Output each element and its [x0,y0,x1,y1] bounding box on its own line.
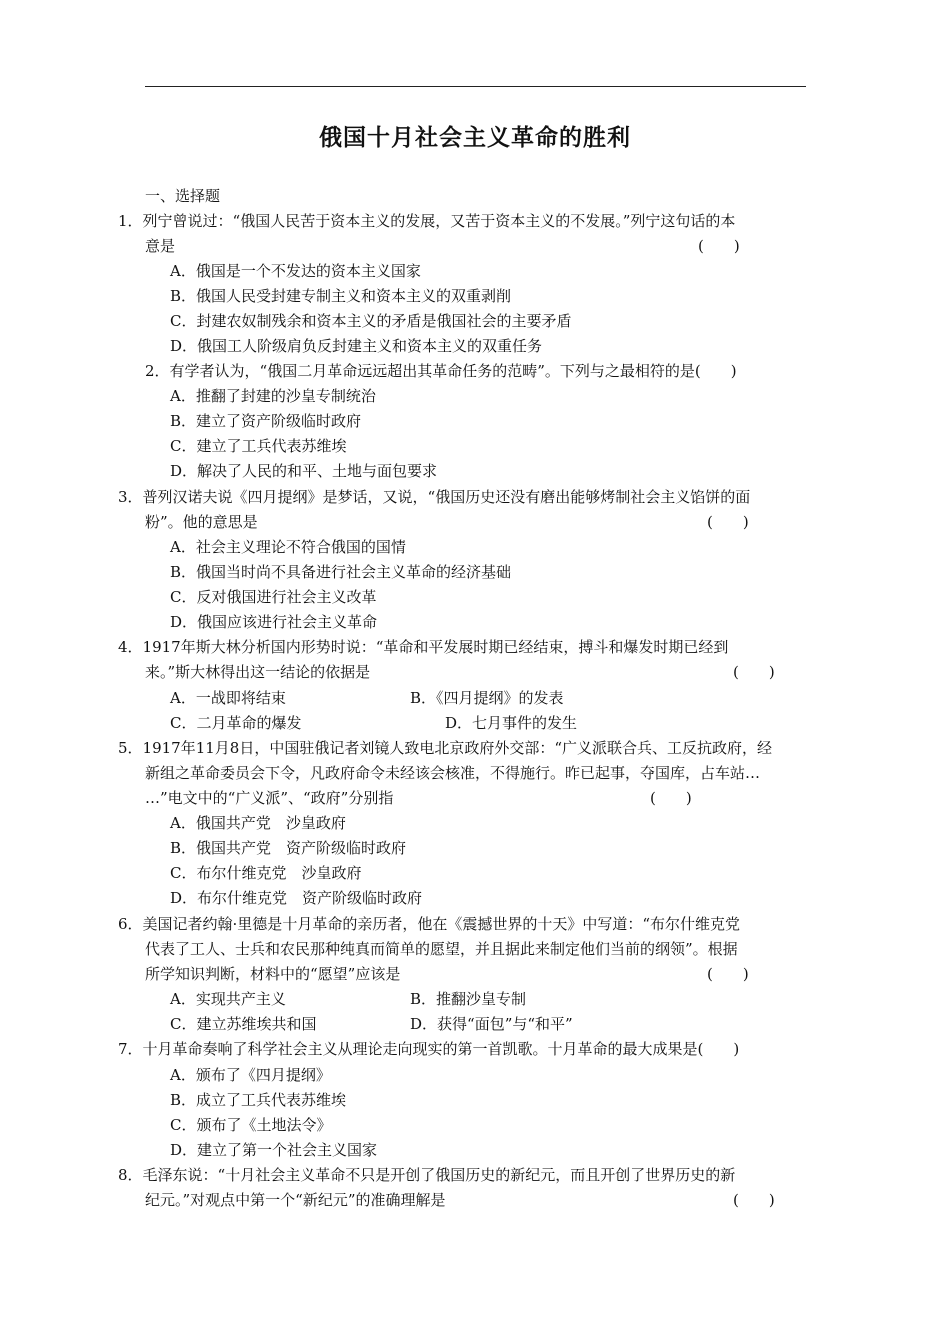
q6-option-a: A．实现共产主义 [170,990,286,1008]
question-4-line-1: 4．1917年斯大林分析国内形势时说：“革命和平发展时期已经结束，搏斗和爆发时期已经到 [118,638,729,656]
q2-option-d: D．解决了人民的和平、土地与面包要求 [170,462,438,480]
q3-option-d: D．俄国应该进行社会主义革命 [170,613,378,631]
q6-option-b: B．推翻沙皇专制 [410,990,527,1008]
answer-blank-5: ( ) [650,789,692,807]
answer-blank-4: ( ) [733,663,775,681]
q6-option-c: C．建立苏维埃共和国 [170,1015,317,1033]
question-8-line-2: 纪元。”对观点中第一个“新纪元”的准确理解是 [145,1191,446,1209]
question-3-line-2: 粉”。他的意思是 [145,513,258,531]
q4-option-a: A．一战即将结束 [170,689,286,707]
q2-option-b: B．建立了资产阶级临时政府 [170,412,362,430]
question-5-line-3: …”电文中的“广义派”、“政府”分别指 [145,789,394,807]
q1-option-a: A．俄国是一个不发达的资本主义国家 [170,262,421,280]
q4-option-c: C．二月革命的爆发 [170,714,302,732]
answer-blank-6: ( ) [707,965,749,983]
question-6-line-2: 代表了工人、士兵和农民那种纯真而简单的愿望，并且据此来制定他们当前的纲领”。根据 [145,940,738,958]
q3-option-a: A．社会主义理论不符合俄国的国情 [170,538,406,556]
q1-option-c: C．封建农奴制残余和资本主义的矛盾是俄国社会的主要矛盾 [170,312,572,330]
question-1-line-2: 意是 [145,237,176,255]
answer-blank-3: ( ) [707,513,749,531]
question-6-line-1: 6．美国记者约翰·里德是十月革命的亲历者，他在《震撼世界的十天》中写道：“布尔什维克党 [118,915,740,933]
q7-option-c: C．颁布了《土地法令》 [170,1116,332,1134]
q4-option-b: B．《四月提纲》的发表 [410,689,564,707]
q5-option-a: A．俄国共产党 沙皇政府 [170,814,346,832]
q3-option-c: C．反对俄国进行社会主义改革 [170,588,377,606]
question-6-line-3: 所学知识判断，材料中的“愿望”应该是 [145,965,401,983]
page-title: 俄国十月社会主义革命的胜利 [319,125,631,151]
section-heading: 一、选择题 [145,187,221,205]
question-8-line-1: 8．毛泽东说：“十月社会主义革命不只是开创了俄国历史的新纪元，而且开创了世界历史的新 [118,1166,736,1184]
q4-option-d: D．七月事件的发生 [445,714,578,732]
q5-option-c: C．布尔什维克党 沙皇政府 [170,864,362,882]
header-rule [145,86,806,87]
question-4-line-2: 来。”斯大林得出这一结论的依据是 [145,663,371,681]
q5-option-d: D．布尔什维克党 资产阶级临时政府 [170,889,423,907]
q7-option-b: B．成立了工兵代表苏维埃 [170,1091,347,1109]
q5-option-b: B．俄国共产党 资产阶级临时政府 [170,839,407,857]
q2-option-c: C．建立了工兵代表苏维埃 [170,437,347,455]
answer-blank-8: ( ) [733,1191,775,1209]
q3-option-b: B．俄国当时尚不具备进行社会主义革命的经济基础 [170,563,512,581]
q2-option-a: A．推翻了封建的沙皇专制统治 [170,387,376,405]
question-3-line-1: 3．普列汉诺夫说《四月提纲》是梦话，又说，“俄国历史还没有磨出能够烤制社会主义馅饼的面 [118,488,751,506]
question-5-line-2: 新组之革命委员会下令，凡政府命令未经该会核准，不得施行。昨已起事，夺国库，占车站… [145,764,761,782]
question-7-line-1: 7．十月革命奏响了科学社会主义从理论走向现实的第一首凯歌。十月革命的最大成果是( ) [118,1040,740,1058]
q7-option-a: A．颁布了《四月提纲》 [170,1066,331,1084]
question-1-line-1: 1．列宁曾说过：“俄国人民苦于资本主义的发展，又苦于资本主义的不发展。”列宁这句话的本 [118,212,736,230]
q7-option-d: D．建立了第一个社会主义国家 [170,1141,378,1159]
q1-option-b: B．俄国人民受封建专制主义和资本主义的双重剥削 [170,287,512,305]
q6-option-d: D．获得“面包”与“和平” [410,1015,573,1033]
question-2-line-1: 2．有学者认为，“俄国二月革命远远超出其革命任务的范畴”。下列与之最相符的是( ) [145,362,737,380]
question-5-line-1: 5．1917年11月8日，中国驻俄记者刘镜人致电北京政府外交部：“广义派联合兵、工反抗政府，经 [118,739,773,757]
answer-blank-1: ( ) [698,237,740,255]
q1-option-d: D．俄国工人阶级肩负反封建主义和资本主义的双重任务 [170,337,543,355]
